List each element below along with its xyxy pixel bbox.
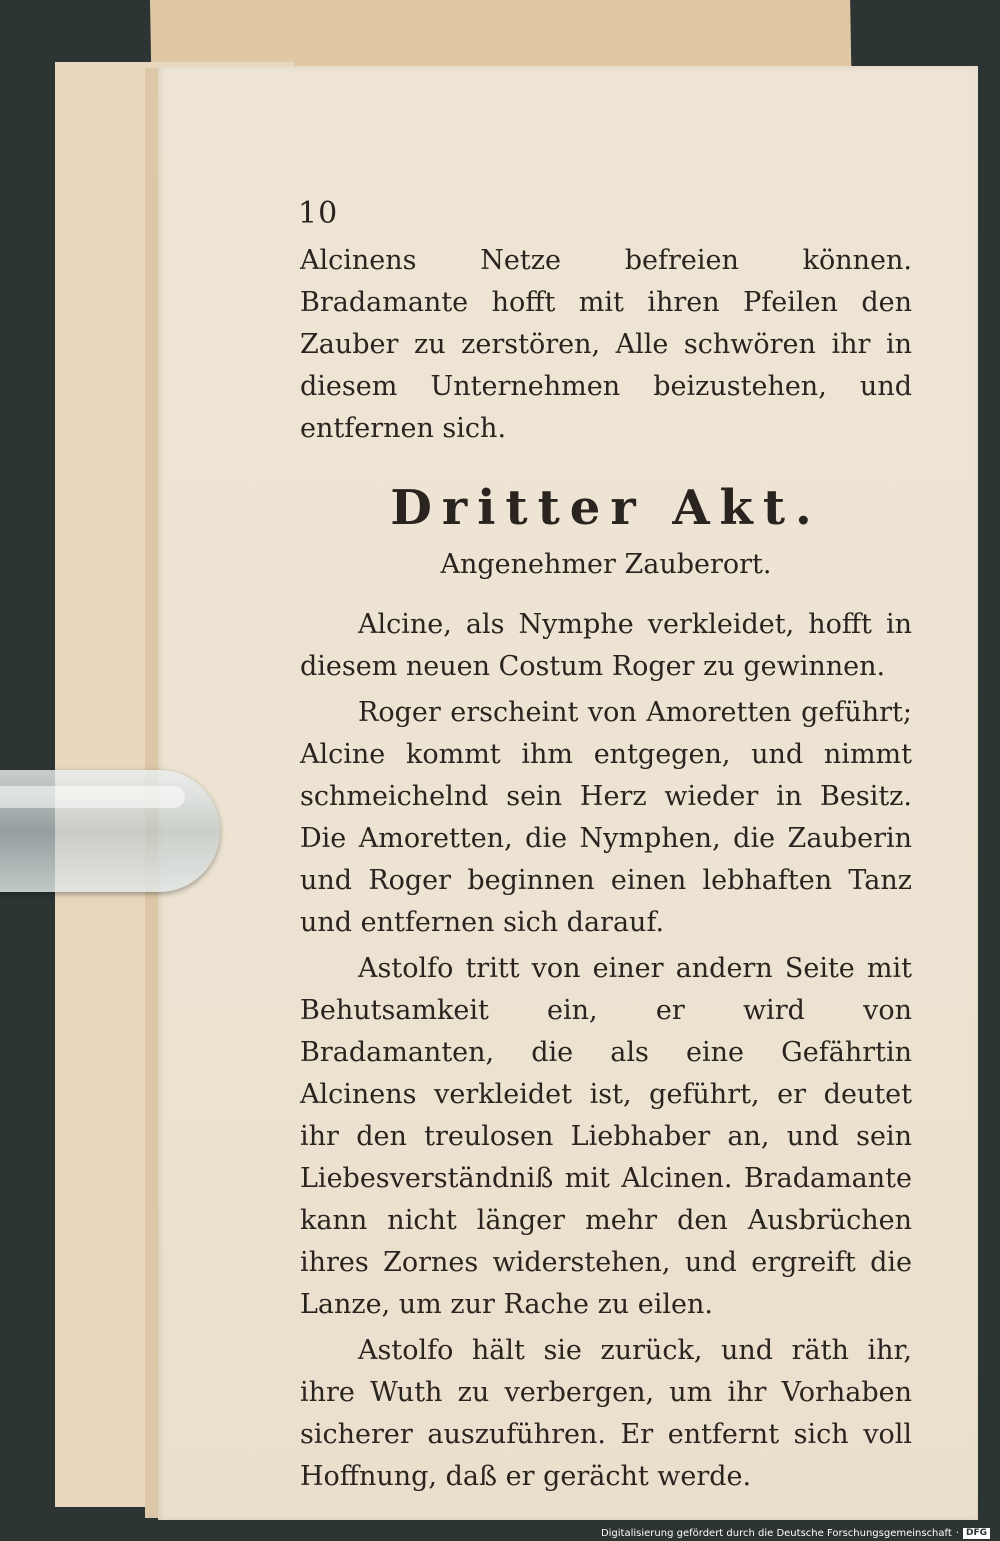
scene-subheading: Angenehmer Zauberort. xyxy=(440,549,772,580)
clip-highlight xyxy=(0,786,185,808)
paragraph-1: Alcine, als Nymphe verkleidet, hofft in diesem neuen Costum Roger zu gewinnen. xyxy=(300,609,912,682)
dfg-logo-icon: DFG xyxy=(963,1528,990,1539)
footer-credit xyxy=(601,1528,990,1539)
paragraph-intro: Alcinens Netze befreien können. Bradamante hofft mit ihren Pfeilen den Zauber zu zerstören, Alle schwören ihr in diesem Unternehmen beizustehen, und entfernen sich. xyxy=(300,245,912,444)
footer-text: Digitalisierung gefördert durch die Deutsche Forschungsgemeinschaft xyxy=(600,1528,952,1539)
act-heading: Dritter Akt. xyxy=(390,480,822,536)
paragraph-2: Roger erscheint von Amoretten geführt; Alcine kommt ihm entgegen, und nimmt schmeichelnd sein Herz wieder in Besitz. Die Amoretten, die Nymphen, die Zauberin und Roger beginnen einen lebhaften Tanz und entfernen sich darauf. xyxy=(300,697,912,938)
paragraph-3: Astolfo tritt von einer andern Seite mit Behutsamkeit ein, er wird von Bradamanten, die als eine Gefährtin Alcinens verkleidet ist, geführt, er deutet ihr den treulosen Liebhaber an, und sein Liebesverständniß mit Alcinen. Bradamante kann nicht länger mehr den Ausbrüchen ihres Zornes widerstehen, und ergreift die Lanze, um zur Rache zu eilen. xyxy=(300,953,912,1320)
footer-separator: · xyxy=(955,1528,959,1539)
page-number: 10 xyxy=(298,196,339,231)
page-clip xyxy=(0,770,220,892)
paragraph-4: Astolfo hält sie zurück, und räth ihr, ihre Wuth zu verbergen, um ihr Vorhaben sicherer auszuführen. Er entfernt sich voll Hoffnung, daß er gerächt werde. xyxy=(300,1335,912,1492)
page-text xyxy=(300,240,912,1502)
